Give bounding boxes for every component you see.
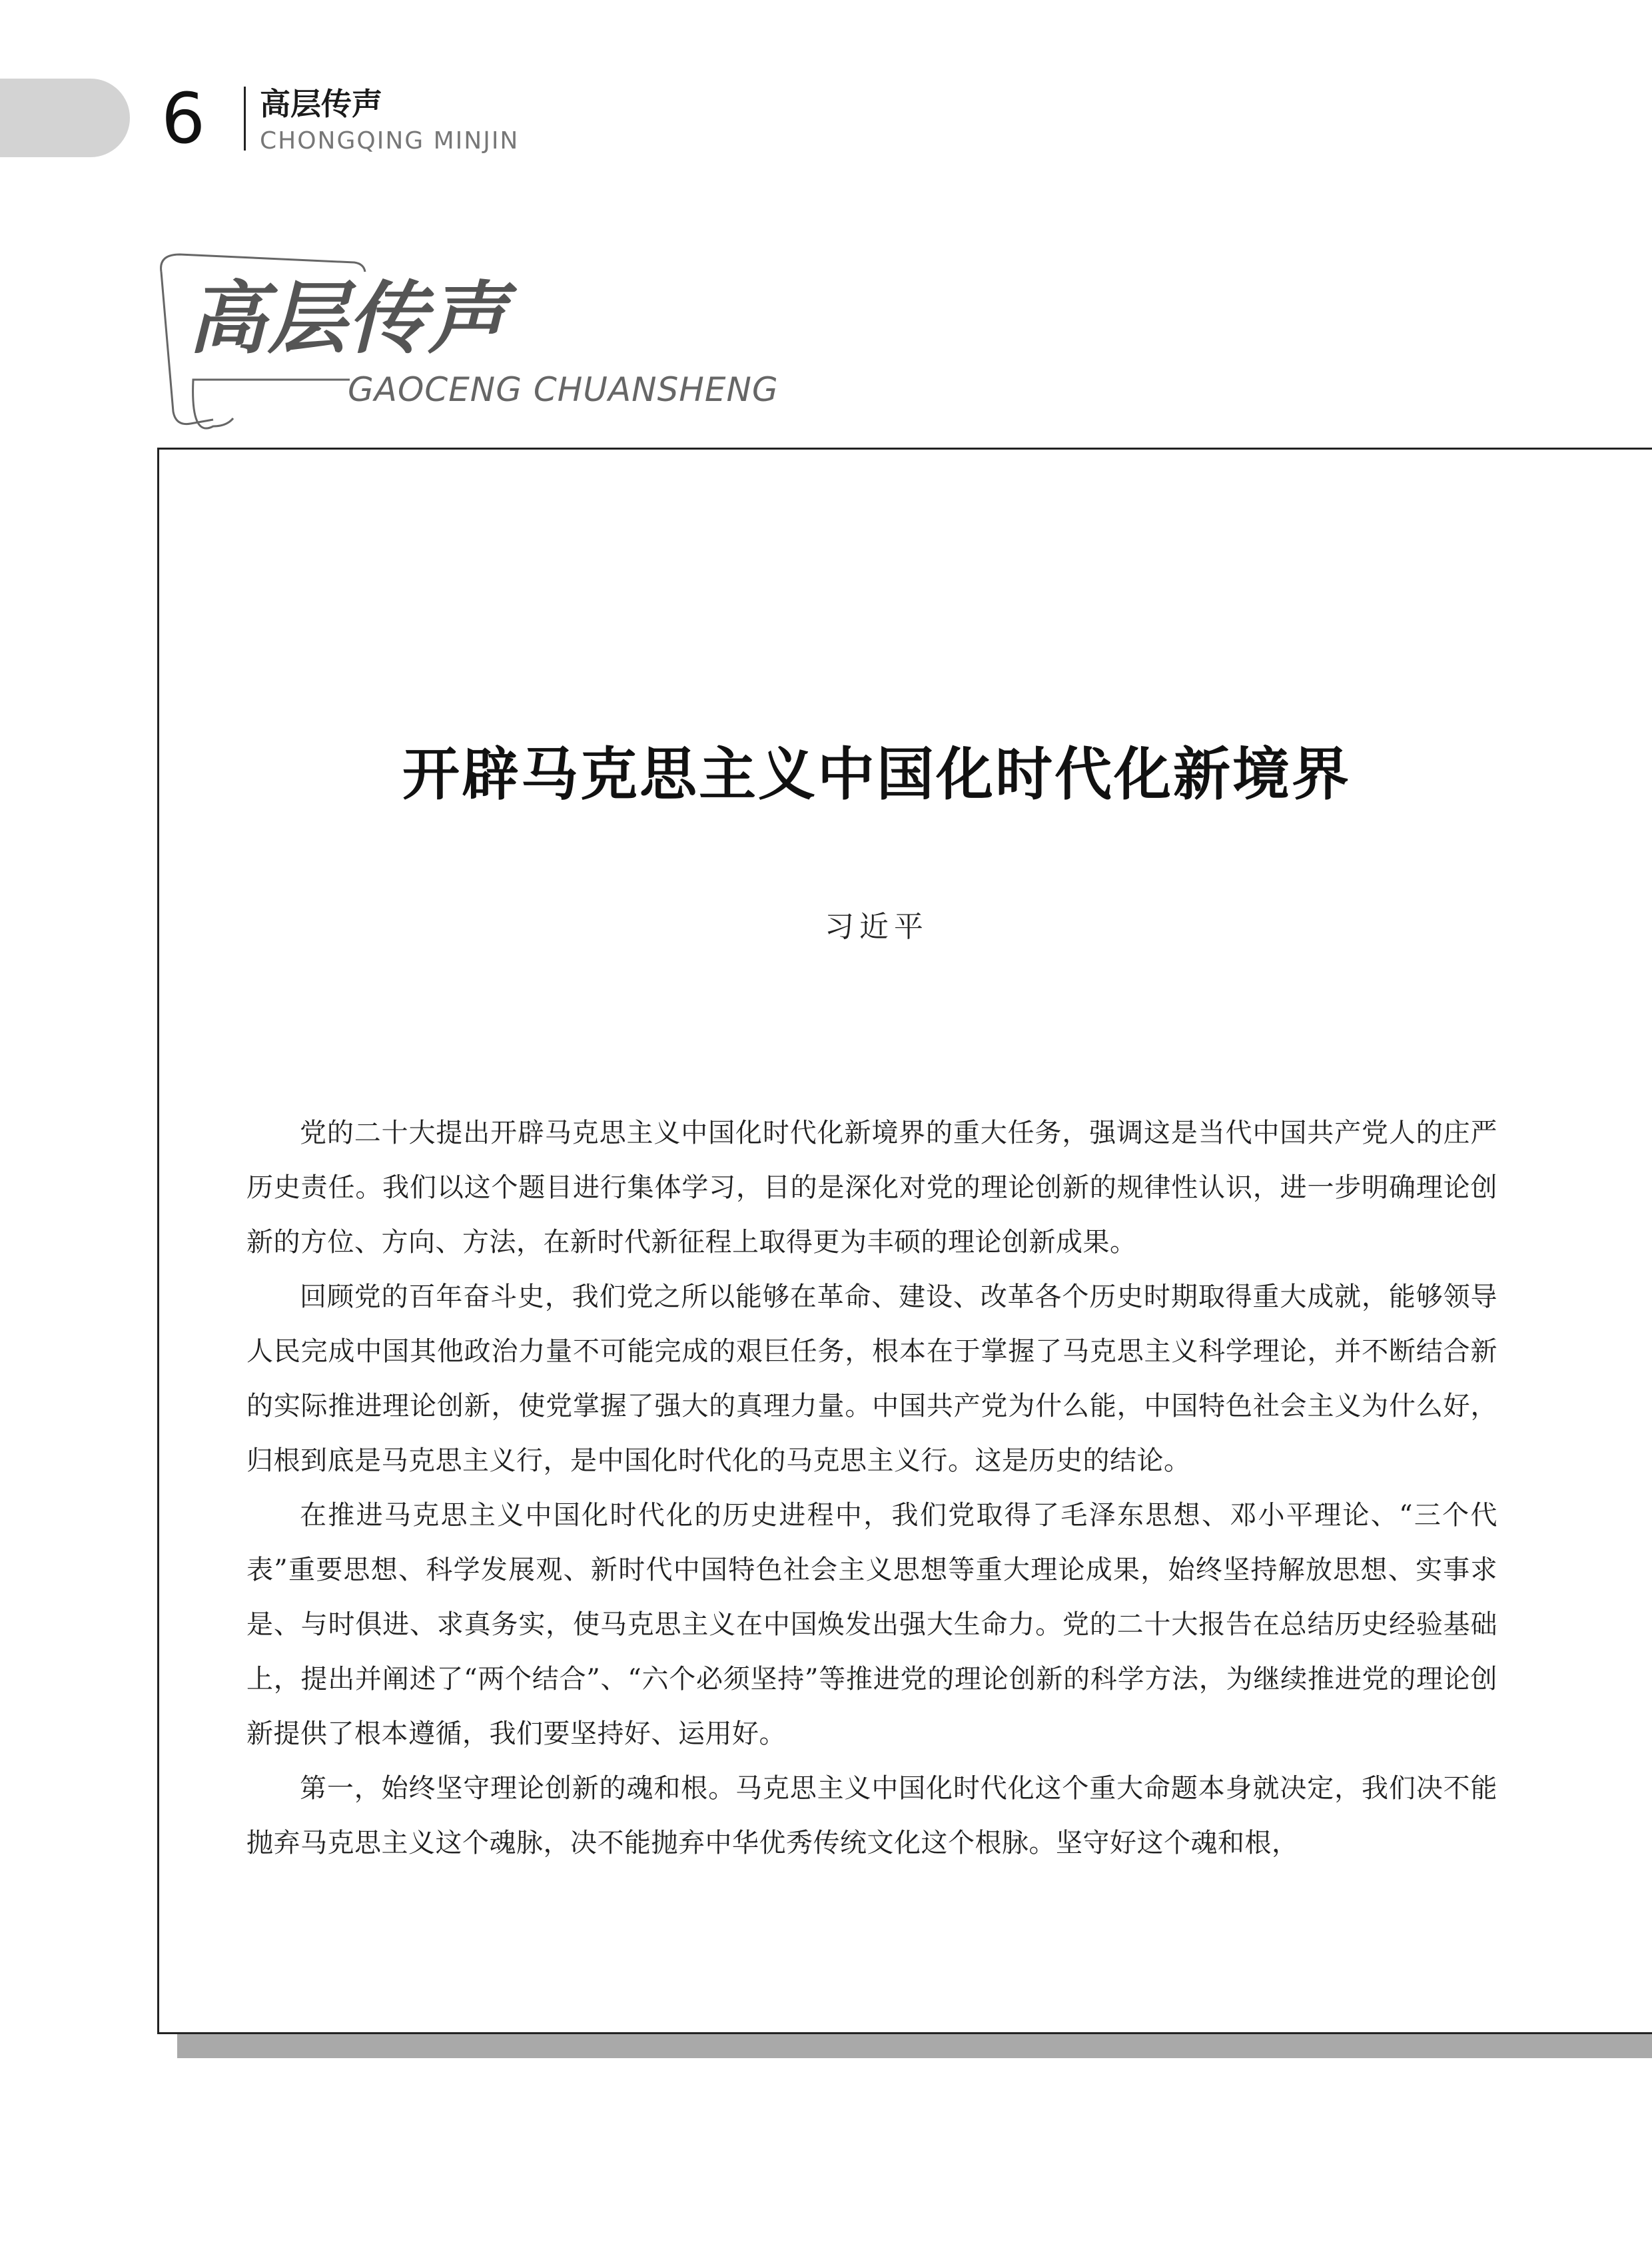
paragraph: 在推进马克思主义中国化时代化的历史进程中，我们党取得了毛泽东思想、邓小平理论、“三个代表”重要思想、科学发展观、新时代中国特色社会主义思想等重大理论成果，始终坚持解放思想、实事求是、与时俱进、求真务实，使马克思主义在中国焕发出强大生命力。党的二十大报告在总结历史经验基础上，提出并阐述了“两个结合”、“六个必须坚持”等推进党的理论创新的科学方法，为继续推进党的理论创新提供了根本遵循，我们要坚持好、运用好。: [246, 1500, 1497, 1749]
paragraph: 回顾党的百年奋斗史，我们党之所以能够在革命、建设、改革各个历史时期取得重大成就，能够领导人民完成中国其他政治力量不可能完成的艰巨任务，根本在于掌握了马克思主义科学理论，并不断结合新的实际推进理论创新，使党掌握了强大的真理力量。中国共产党为什么能，中国特色社会主义为什么好，归根到底是马克思主义行，是中国化时代化的马克思主义行。这是历史的结论。: [246, 1282, 1497, 1476]
paragraph: 党的二十大提出开辟马克思主义中国化时代化新境界的重大任务，强调这是当代中国共产党人的庄严历史责任。我们以这个题目进行集体学习，目的是深化对党的理论创新的规律性认识，进一步明确理论创新的方位、方向、方法，在新时代新征程上取得更为丰硕的理论创新成果。: [246, 1118, 1497, 1258]
page-number-tab: [0, 79, 130, 157]
page-number: 6: [161, 78, 206, 159]
section-subtitle: GAOCENG CHUANSHENG: [348, 370, 779, 409]
header-column-title: 高层传声: [260, 86, 382, 122]
article-title: 开辟马克思主义中国化时代化新境界: [402, 741, 1351, 808]
section-title: 高层传声: [188, 272, 508, 364]
frame-shadow: [177, 2034, 1652, 2058]
article-author: 习近平: [825, 910, 929, 944]
header-divider: [244, 87, 246, 151]
paragraph: 第一，始终坚守理论创新的魂和根。马克思主义中国化时代化这个重大命题本身就决定，我们决不能抛弃马克思主义这个魂脉，决不能抛弃中华优秀传统文化这个根脉。坚守好这个魂和根，: [246, 1773, 1497, 1858]
article-body: [246, 1106, 1497, 1870]
header-column-subtitle: CHONGQING MINJIN: [260, 127, 520, 155]
